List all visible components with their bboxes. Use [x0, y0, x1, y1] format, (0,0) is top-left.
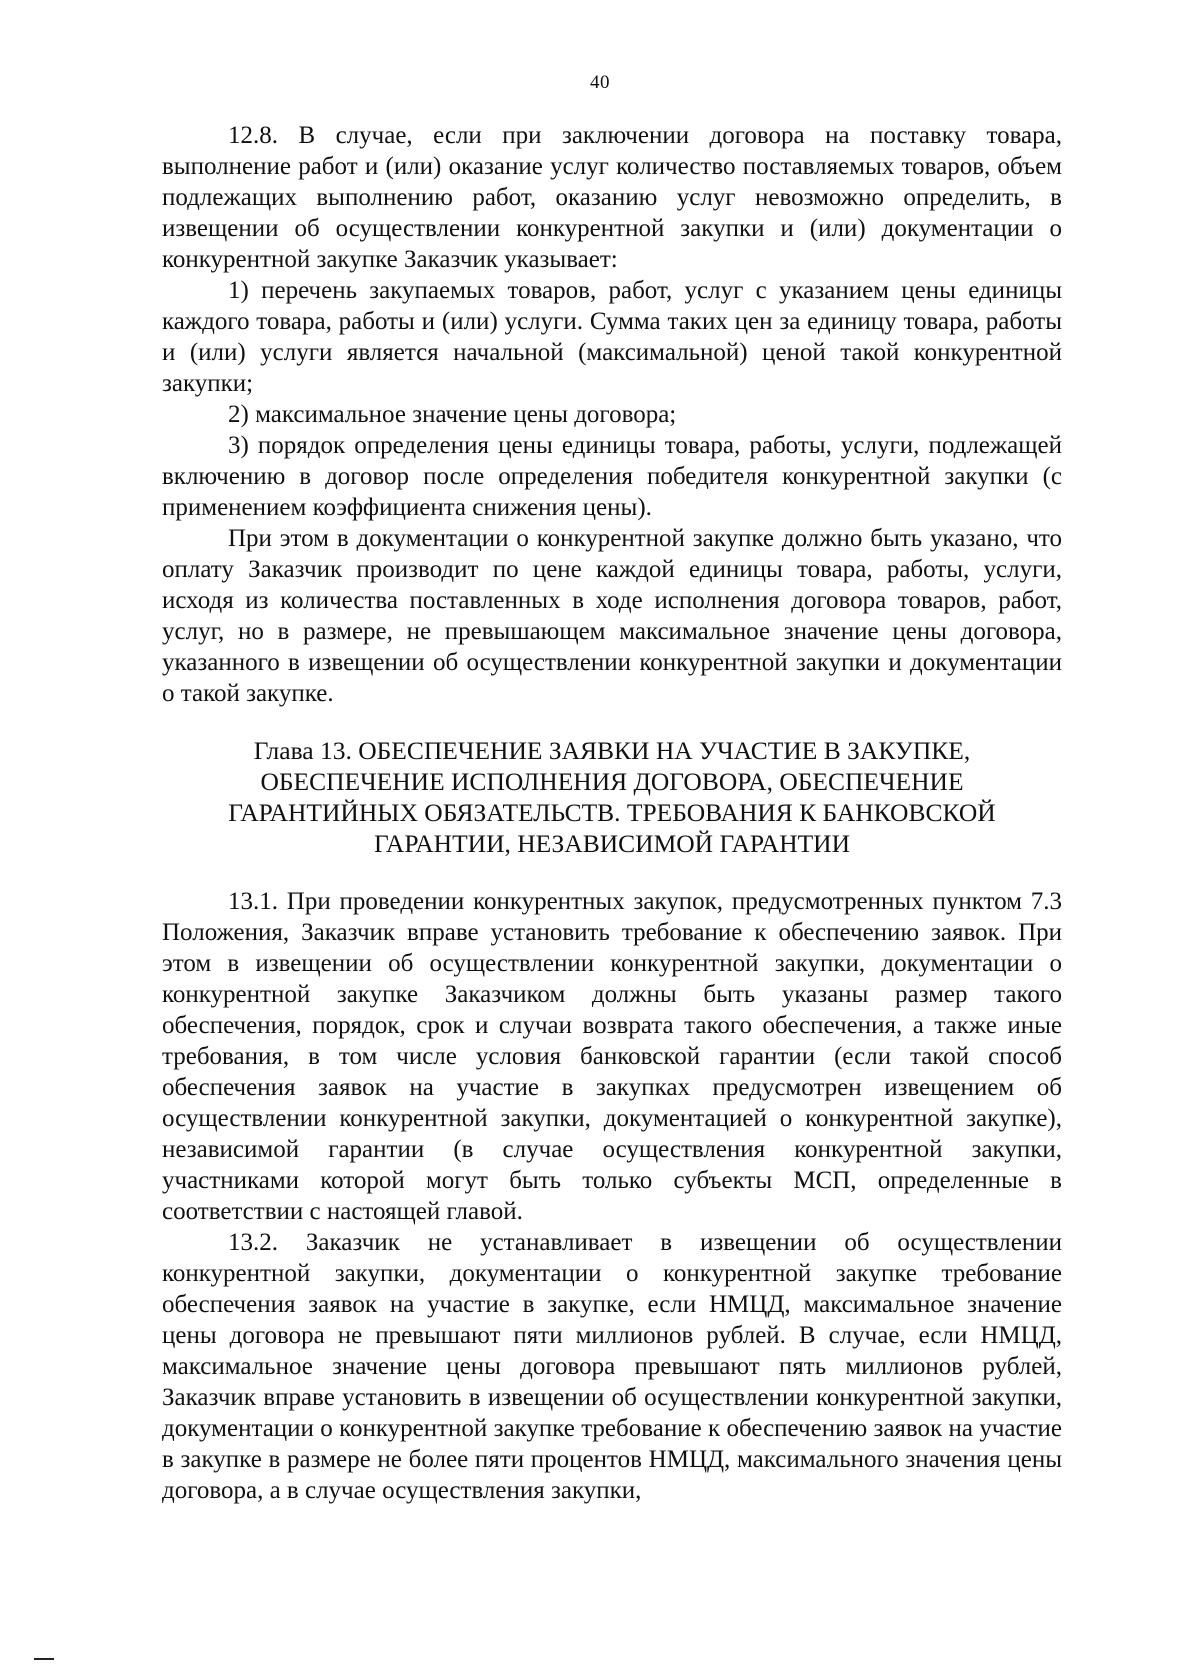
page-number: 40 — [590, 72, 610, 93]
chapter-title-line: ГАРАНТИИ, НЕЗАВИСИМОЙ ГАРАНТИИ — [373, 829, 851, 858]
section-13 — [162, 886, 1062, 1506]
paragraph-12-8-intro: 12.8. В случае, если при заключении договора на поставку товара, выполнение работ и (или) оказание услуг количество поставляемых товаров, объем подлежащих выполнению работ, оказанию услуг невозможно определить, в извещении об осуществлении конкурентной закупки и (или) документации о конкурентной закупке Заказчик указывает: — [162, 122, 1062, 273]
list-item-3: 3) порядок определения цены единицы товара, работы, услуги, подлежащей включению в договор после определения победителя конкурентной закупки (с применением коэффициента снижения цены). — [162, 432, 1062, 521]
list-item-2: 2) максимальное значение цены договора; — [228, 401, 677, 428]
scan-corner-mark — [34, 1658, 54, 1660]
chapter-title-line: ОБЕСПЕЧЕНИЕ ИСПОЛНЕНИЯ ДОГОВОРА, ОБЕСПЕЧЕНИЕ — [260, 767, 964, 796]
chapter-13-title — [162, 735, 1062, 859]
paragraph-13-1: 13.1. При проведении конкурентных закупок, предусмотренных пунктом 7.3 Положения, Заказчик вправе установить требование к обеспечению заявок. При этом в извещении об осуществлении конкурентной закупки, документации о конкурентной закупке Заказчиком должны быть указаны размер такого обеспечения, порядок, срок и случаи возврата такого обеспечения, а также иные требования, в том числе условия банковской гарантии (если такой способ обеспечения заявок на участие в закупках предусмотрен извещением об осуществлении конкурентной закупки, документацией о конкурентной закупке), независимой гарантии (в случае осуществления конкурентной закупки, участниками которой могут быть только субъекты МСП, определенные в соответствии с настоящей главой. — [162, 888, 1062, 1225]
chapter-title-line: ГАРАНТИЙНЫХ ОБЯЗАТЕЛЬСТВ. ТРЕБОВАНИЯ К БАНКОВСКОЙ — [228, 798, 996, 827]
section-12-8 — [162, 120, 1062, 709]
paragraph-13-2: 13.2. Заказчик не устанавливает в извещении об осуществлении конкурентной закупки, документации о конкурентной закупке требование обеспечения заявок на участие в закупке, если НМЦД, максимальное значение цены договора не превышают пяти миллионов рублей. В случае, если НМЦД, максимальное значение цены договора превышают пять миллионов рублей, Заказчик вправе установить в извещении об осуществлении конкурентной закупки, документации о конкурентной закупке требование к обеспечению заявок на участие в закупке в размере не более пяти процентов НМЦД, максимального значения цены договора, а в случае осуществления закупки, — [162, 1229, 1062, 1504]
paragraph-12-8-closing: При этом в документации о конкурентной закупке должно быть указано, что оплату Заказчик производит по цене каждой единицы товара, работы, услуги, исходя из количества поставленных в ходе исполнения договора товаров, работ, услуг, но в размере, не превышающем максимальное значение цены договора, указанного в извещении об осуществлении конкурентной закупки и документации о такой закупке. — [162, 525, 1062, 707]
chapter-title-line: Глава 13. ОБЕСПЕЧЕНИЕ ЗАЯВКИ НА УЧАСТИЕ В ЗАКУПКЕ, — [253, 736, 971, 765]
list-item-1: 1) перечень закупаемых товаров, работ, услуг с указанием цены единицы каждого товара, работы и (или) услуги. Сумма таких цен за единицу товара, работы и (или) услуги является начальной (максимальной) ценой такой конкурентной закупки; — [162, 277, 1062, 397]
